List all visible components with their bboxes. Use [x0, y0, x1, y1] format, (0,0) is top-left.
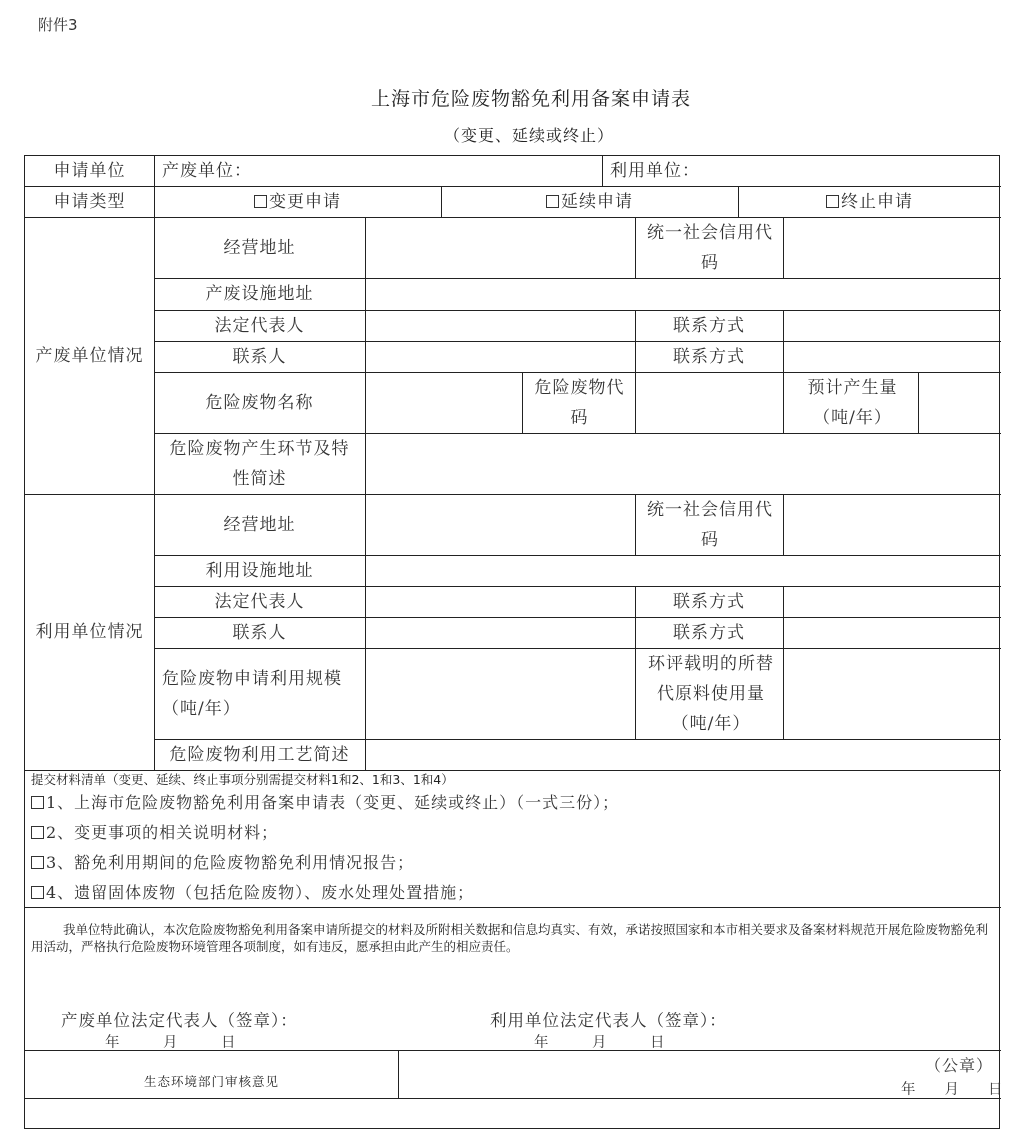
checkbox-icon[interactable] [254, 195, 267, 208]
producer-legal-rep-input[interactable] [365, 310, 635, 341]
checkbox-icon[interactable] [31, 826, 44, 839]
waste-name-input[interactable] [365, 372, 522, 433]
replaced-material-label: 环评载明的所替代原料使用量（吨/年） [648, 653, 774, 734]
user-facility-address-input[interactable] [365, 555, 1001, 586]
user-section-label: 利用单位情况 [35, 622, 144, 642]
producer-contact-method-input[interactable] [783, 341, 1001, 372]
change-application-option[interactable] [154, 186, 441, 217]
waste-name-label: 危险废物名称 [205, 392, 314, 413]
applicant-label: 申请单位 [53, 161, 126, 181]
checkbox-icon[interactable] [31, 796, 44, 809]
producer-contact-input[interactable] [365, 341, 635, 372]
user-address-label: 经营地址 [223, 514, 296, 535]
form-title: 上海市危险废物豁免利用备案申请表 [370, 88, 691, 110]
producer-legal-rep-label: 法定代表人 [214, 315, 305, 336]
application-form [24, 155, 1003, 1129]
expected-output-label: 预计产生量（吨/年） [807, 377, 898, 428]
user-credit-code-label: 统一社会信用代码 [647, 499, 773, 550]
termination-application-label: 终止申请 [841, 191, 913, 212]
producer-signature-label: 产废单位法定代表人（签章）： [61, 1011, 298, 1030]
material-item-4-text: 4、遗留固体废物（包括危险废物）、废水处理处置措施； [46, 883, 475, 902]
user-contact-method-label: 联系方式 [673, 622, 745, 643]
termination-application-option[interactable] [738, 186, 1001, 217]
producer-facility-address-label: 产废设施地址 [205, 284, 314, 304]
user-contact-input[interactable] [365, 617, 635, 648]
materials-list-title: 提交材料清单（变更、延续、终止事项分别需提交材料1和2、1和3、1和4） [31, 772, 454, 787]
waste-code-input[interactable] [635, 372, 783, 433]
user-contact-label: 联系人 [232, 622, 287, 643]
producer-address-input[interactable] [365, 217, 635, 278]
material-item-2-text: 2、变更事项的相关说明材料； [46, 823, 279, 842]
user-facility-address-label: 利用设施地址 [205, 560, 314, 581]
generation-desc-label: 危险废物产生环节及特性简述 [169, 438, 350, 489]
application-type-label: 申请类型 [53, 191, 126, 212]
material-item-1-text: 1、上海市危险废物豁免利用备案申请表（变更、延续或终止）（一式三份）； [46, 793, 620, 812]
producer-contact-method-label: 联系方式 [673, 346, 745, 367]
user-legal-rep-contact-input[interactable] [783, 586, 1001, 617]
material-item-2[interactable] [31, 820, 278, 843]
producer-unit-field[interactable]: 产废单位： [162, 161, 252, 181]
user-address-input[interactable] [365, 494, 635, 555]
declaration-text: 我单位特此确认，本次危险废物豁免利用备案申请所提交的材料及所附相关数据和信息均真实、有效，承诺按照国家和本市相关要求及备案材料规范开展危险废物豁免利用活动，严格执行危险废物环境管理各项制度，如有违反，愿承担由此产生的相应责任。 [31, 922, 989, 954]
material-item-3[interactable] [31, 850, 414, 873]
producer-legal-rep-contact-input[interactable] [783, 310, 1001, 341]
user-signature-label: 利用单位法定代表人（签章）： [490, 1011, 727, 1030]
user-legal-rep-label: 法定代表人 [214, 591, 305, 612]
generation-desc-input[interactable] [365, 433, 1001, 494]
review-opinion-label: 生态环境部门审核意见 [143, 1074, 279, 1089]
process-desc-label: 危险废物利用工艺简述 [169, 744, 350, 765]
user-credit-code-input[interactable] [783, 494, 1001, 555]
producer-credit-code-label: 统一社会信用代码 [647, 222, 773, 273]
review-date: 年 月 日 [901, 1082, 1003, 1098]
producer-facility-address-input[interactable] [365, 278, 1001, 310]
checkbox-icon[interactable] [826, 195, 839, 208]
producer-contact-label: 联系人 [232, 346, 287, 367]
checkbox-icon[interactable] [31, 886, 44, 899]
form-subtitle: （变更、延续或终止） [443, 126, 614, 145]
official-seal-label: （公章） [925, 1056, 994, 1075]
process-desc-input[interactable] [365, 739, 1001, 770]
material-item-4[interactable] [31, 880, 474, 903]
user-contact-method-input[interactable] [783, 617, 1001, 648]
utilization-scale-label: 危险废物申请利用规模（吨/年） [162, 668, 342, 719]
user-legal-rep-contact-label: 联系方式 [673, 591, 745, 612]
checkbox-icon[interactable] [31, 856, 44, 869]
user-unit-field[interactable]: 利用单位： [610, 161, 700, 181]
material-item-1[interactable] [31, 790, 619, 813]
producer-section-label: 产废单位情况 [35, 345, 144, 366]
change-application-label: 变更申请 [269, 191, 341, 212]
review-extra-row[interactable] [25, 1098, 1001, 1129]
renewal-application-label: 延续申请 [561, 191, 633, 212]
renewal-application-option[interactable] [441, 186, 738, 217]
producer-address-label: 经营地址 [223, 237, 296, 258]
producer-credit-code-input[interactable] [783, 217, 1001, 278]
producer-legal-rep-contact-label: 联系方式 [673, 315, 745, 336]
replaced-material-input[interactable] [783, 648, 1001, 739]
expected-output-input[interactable] [918, 372, 1001, 433]
material-item-3-text: 3、豁免利用期间的危险废物豁免利用情况报告； [46, 853, 415, 872]
attachment-label: 附件3 [38, 16, 78, 34]
user-legal-rep-input[interactable] [365, 586, 635, 617]
user-signature-date: 年 月 日 [534, 1035, 665, 1051]
producer-signature-date: 年 月 日 [105, 1035, 236, 1051]
utilization-scale-input[interactable] [365, 648, 635, 739]
waste-code-label: 危险废物代码 [534, 377, 625, 428]
checkbox-icon[interactable] [546, 195, 559, 208]
